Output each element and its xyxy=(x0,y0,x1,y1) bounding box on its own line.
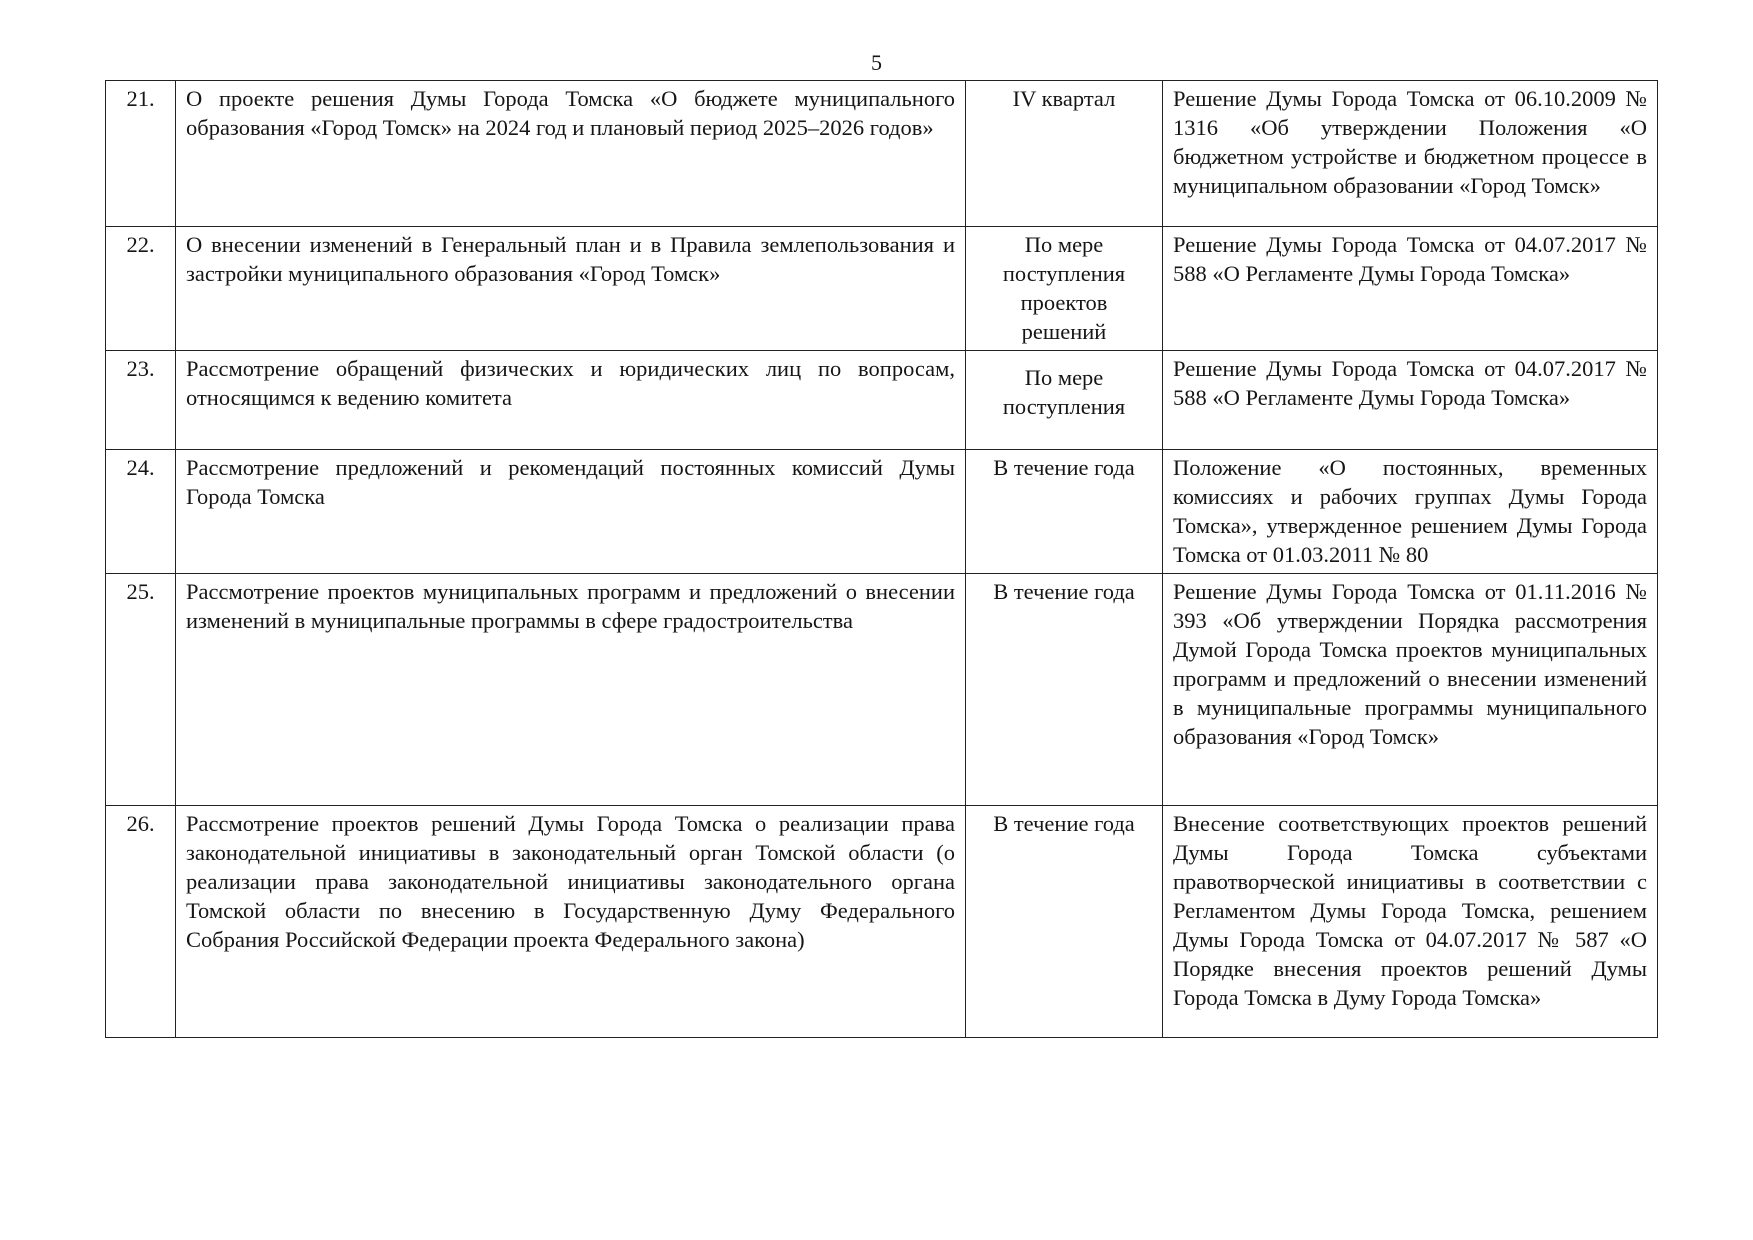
row-number: 26. xyxy=(106,806,176,1038)
row-title: Рассмотрение проектов муниципальных программ и предложений о внесении изменений в муниципальные программы в сфере градостроительства xyxy=(176,574,966,806)
row-basis: Внесение соответствующих проектов решений Думы Города Томска субъектами правотворческой инициативы в соответствии с Регламентом Думы Города Томска, решением Думы Города Томска от 04.07.2017 № 587 «О Порядке внесения проектов решений Думы Города Томска в Думу Города Томска» xyxy=(1163,806,1658,1038)
row-term: По мере поступления проектов решений xyxy=(966,227,1163,351)
row-title: О внесении изменений в Генеральный план и в Правила землепользования и застройки муниципального образования «Город Томск» xyxy=(176,227,966,351)
row-term: По мере поступления xyxy=(966,351,1163,450)
row-term: В течение года xyxy=(966,450,1163,574)
table-row xyxy=(106,806,1658,1038)
table-row xyxy=(106,227,1658,351)
row-title: Рассмотрение проектов решений Думы Города Томска о реализации права законодательной инициативы в законодательный орган Томской области (о реализации права законодательной инициативы законодательного органа Томской области по внесению в Государственную Думу Федерального Собрания Российской Федерации проекта Федерального закона) xyxy=(176,806,966,1038)
row-number: 25. xyxy=(106,574,176,806)
row-term: В течение года xyxy=(966,574,1163,806)
row-title: Рассмотрение предложений и рекомендаций постоянных комиссий Думы Города Томска xyxy=(176,450,966,574)
table-row xyxy=(106,450,1658,574)
row-term: В течение года xyxy=(966,806,1163,1038)
row-title: Рассмотрение обращений физических и юридических лиц по вопросам, относящимся к ведению комитета xyxy=(176,351,966,450)
row-number: 21. xyxy=(106,81,176,227)
table-row xyxy=(106,351,1658,450)
row-basis: Решение Думы Города Томска от 06.10.2009 № 1316 «Об утверждении Положения «О бюджетном устройстве и бюджетном процессе в муниципальном образовании «Город Томск» xyxy=(1163,81,1658,227)
table-row xyxy=(106,81,1658,227)
row-basis: Решение Думы Города Томска от 04.07.2017 № 588 «О Регламенте Думы Города Томска» xyxy=(1163,351,1658,450)
page-number: 5 xyxy=(871,50,882,75)
row-basis: Положение «О постоянных, временных комиссиях и рабочих группах Думы Города Томска», утвержденное решением Думы Города Томска от 01.03.2011 № 80 xyxy=(1163,450,1658,574)
row-term: IV квартал xyxy=(966,81,1163,227)
row-basis: Решение Думы Города Томска от 01.11.2016 № 393 «Об утверждении Порядка рассмотрения Думой Города Томска проектов муниципальных программ и предложений о внесении изменений в муниципальные программы муниципального образования «Город Томск» xyxy=(1163,574,1658,806)
table-row xyxy=(106,574,1658,806)
row-title: О проекте решения Думы Города Томска «О бюджете муниципального образования «Город Томск» на 2024 год и плановый период 2025–2026 годов» xyxy=(176,81,966,227)
row-number: 23. xyxy=(106,351,176,450)
row-number: 24. xyxy=(106,450,176,574)
row-number: 22. xyxy=(106,227,176,351)
row-basis: Решение Думы Города Томска от 04.07.2017 № 588 «О Регламенте Думы Города Томска» xyxy=(1163,227,1658,351)
plan-table xyxy=(105,80,1658,1038)
